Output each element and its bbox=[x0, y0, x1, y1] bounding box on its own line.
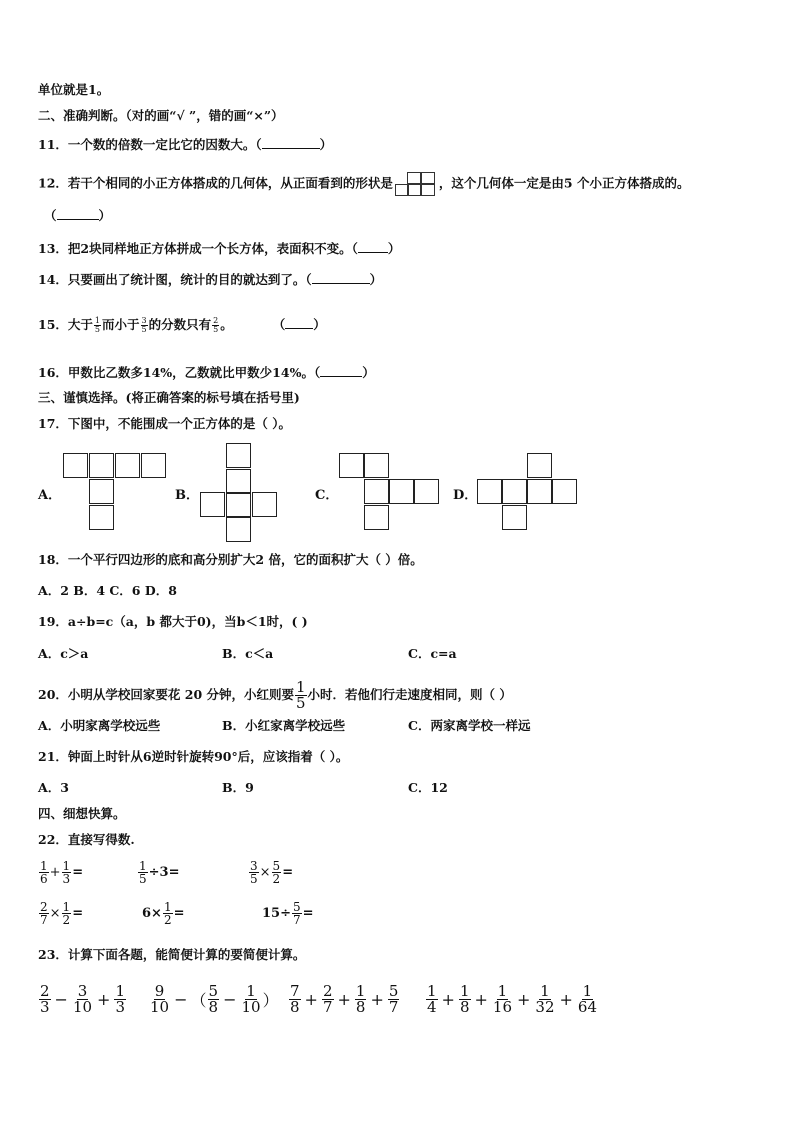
answer-blank[interactable] bbox=[262, 136, 320, 149]
q22-expr-5: 6× $\frac{1}{2}$ = bbox=[142, 900, 185, 927]
q16-text: 16．甲数比乙数多14%，乙数就比甲数少14%。（ bbox=[38, 365, 321, 380]
question-17: 17．下图中，不能围成一个正方体的是（ ）。 bbox=[38, 416, 291, 431]
fraction: $\frac{1}{64}$ bbox=[577, 982, 597, 1016]
fraction: $\frac{3}{10}$ bbox=[72, 982, 93, 1016]
question-11 bbox=[38, 136, 332, 153]
q19-option-a: A．c＞a bbox=[38, 646, 89, 661]
q23-expr-2: $\frac{9}{10}$ − （ $\frac{5}{8}$ − $\frac{1}{10}$ ） bbox=[150, 982, 279, 1016]
question-23: 23．计算下面各题，能简便计算的要简便计算。 bbox=[38, 947, 306, 962]
q15-text: 15．大于 bbox=[38, 317, 93, 332]
q12-answer bbox=[44, 207, 111, 224]
q11-end: ） bbox=[319, 137, 333, 152]
question-19: 19．a÷b=c（a，b 都大于0)，当b＜1时，( ) bbox=[38, 614, 308, 629]
operator: + bbox=[370, 990, 384, 1009]
operator: + bbox=[559, 990, 573, 1009]
q20-option-a: A．小明家离学校远些 bbox=[38, 718, 161, 733]
answer-blank[interactable] bbox=[57, 207, 99, 220]
question-13 bbox=[38, 240, 400, 257]
fraction: $\frac{3}{5}$ bbox=[141, 316, 147, 334]
section-2-heading: 二、准确判断。（对的画“√ ”，错的画“×”） bbox=[38, 108, 284, 123]
q15-end: ） bbox=[313, 317, 326, 332]
answer-blank[interactable] bbox=[312, 271, 370, 284]
option-a-label: A． bbox=[38, 488, 62, 503]
q21-option-c: C．12 bbox=[408, 780, 448, 795]
fraction: $\frac{1}{8}$ bbox=[355, 982, 366, 1016]
question-16 bbox=[38, 364, 375, 381]
fraction: $\frac{2}{7}$ bbox=[322, 982, 333, 1016]
question-21: 21．钟面上时针从6逆时针旋转90°后，应该指着（ ）。 bbox=[38, 749, 349, 764]
question-14 bbox=[38, 271, 382, 288]
q19-option-c: C．c=a bbox=[408, 646, 457, 661]
q14-end: ） bbox=[369, 272, 383, 287]
operator: + bbox=[441, 990, 455, 1009]
q12-text-end: ，这个几何体一定是由5 个小正方体搭成的。 bbox=[438, 175, 690, 191]
q15-paren: （ bbox=[272, 317, 286, 332]
q16-end: ） bbox=[362, 365, 375, 380]
operator: + bbox=[97, 990, 111, 1009]
q15-text: 的分数只有 bbox=[148, 317, 212, 332]
q22-expr-2: $\frac{1}{5}$ ÷3 = bbox=[139, 859, 180, 886]
q22-expr-1: $\frac{1}{6}$ + $\frac{1}{3}$ = bbox=[40, 859, 84, 886]
option-d-label: D． bbox=[453, 488, 478, 503]
fraction: $\frac{1}{4}$ bbox=[427, 982, 437, 1016]
fraction: $\frac{1}{5}$ bbox=[94, 316, 100, 334]
q12-paren: （ bbox=[44, 208, 57, 223]
fraction: $\frac{2}{5}$ bbox=[213, 316, 219, 334]
q13-text: 13．把2块同样地正方体拼成一个长方体，表面积不变。（ bbox=[38, 241, 358, 256]
q22-expr-4: $\frac{2}{7}$ × $\frac{1}{2}$ = bbox=[40, 900, 84, 927]
front-view-icon bbox=[395, 172, 437, 196]
answer-blank[interactable] bbox=[285, 316, 313, 329]
fraction: $\frac{1}{5}$ bbox=[296, 678, 306, 712]
q23-expr-3 bbox=[288, 984, 400, 1015]
q12-end: ） bbox=[98, 208, 112, 223]
operator: + bbox=[517, 990, 531, 1009]
fraction: $\frac{1}{16}$ bbox=[492, 982, 512, 1016]
q14-text: 14．只要画出了统计图，统计的目的就达到了。（ bbox=[38, 272, 312, 287]
q22-expr-3: $\frac{3}{5}$ × $\frac{5}{2}$ = bbox=[250, 859, 294, 886]
q11-text: 11．一个数的倍数一定比它的因数大。（ bbox=[38, 137, 262, 152]
question-12 bbox=[38, 172, 689, 196]
operator: + bbox=[304, 990, 318, 1009]
operator: + bbox=[474, 990, 488, 1009]
fraction: $\frac{2}{3}$ bbox=[40, 982, 50, 1016]
q20-text: 20．小明从学校回家要花 20 分钟，小红则要 bbox=[38, 687, 294, 702]
section-4-heading: 四、细想快算。 bbox=[38, 806, 126, 821]
q12-text: 12．若干个相同的小正方体搭成的几何体，从正面看到的形状是 bbox=[38, 175, 393, 191]
operator: + bbox=[337, 990, 351, 1009]
question-22: 22．直接写得数. bbox=[38, 832, 135, 847]
q20-text: 小时．若他们行走速度相同，则（ ） bbox=[307, 687, 512, 702]
fraction: $\frac{7}{8}$ bbox=[290, 982, 300, 1016]
q23-expr-1 bbox=[38, 984, 127, 1015]
section-3-heading: 三、谨慎选择。(将正确答案的标号填在括号里) bbox=[38, 390, 300, 405]
q13-end: ） bbox=[387, 241, 401, 256]
fraction: $\frac{5}{7}$ bbox=[388, 982, 399, 1016]
operator: − bbox=[54, 990, 68, 1009]
fraction: $\frac{1}{8}$ bbox=[459, 982, 470, 1016]
q15-text: 而小于 bbox=[102, 317, 140, 332]
q18-options: A．2 B．4 C．6 D．8 bbox=[38, 583, 177, 598]
question-15 bbox=[38, 316, 326, 334]
question-20 bbox=[38, 680, 512, 711]
text-line: 单位就是1。 bbox=[38, 82, 110, 97]
q21-option-b: B．9 bbox=[222, 780, 254, 795]
q20-option-b: B．小红家离学校远些 bbox=[222, 718, 346, 733]
option-b-label: B． bbox=[175, 488, 199, 503]
question-18: 18．一个平行四边形的底和高分别扩大2 倍，它的面积扩大（ ）倍。 bbox=[38, 552, 423, 567]
q23-expr-4 bbox=[425, 984, 599, 1015]
answer-blank[interactable] bbox=[358, 240, 388, 253]
option-c-label: C． bbox=[315, 488, 339, 503]
fraction: $\frac{1}{3}$ bbox=[115, 982, 125, 1016]
q22-expr-6: 15÷ $\frac{5}{7}$ = bbox=[262, 900, 314, 927]
answer-blank[interactable] bbox=[320, 364, 362, 377]
q21-option-a: A．3 bbox=[38, 780, 69, 795]
fraction: $\frac{1}{32}$ bbox=[535, 982, 555, 1016]
q20-option-c: C．两家离学校一样远 bbox=[408, 718, 531, 733]
q19-option-b: B．c＜a bbox=[222, 646, 274, 661]
q15-text: 。 bbox=[220, 317, 233, 332]
